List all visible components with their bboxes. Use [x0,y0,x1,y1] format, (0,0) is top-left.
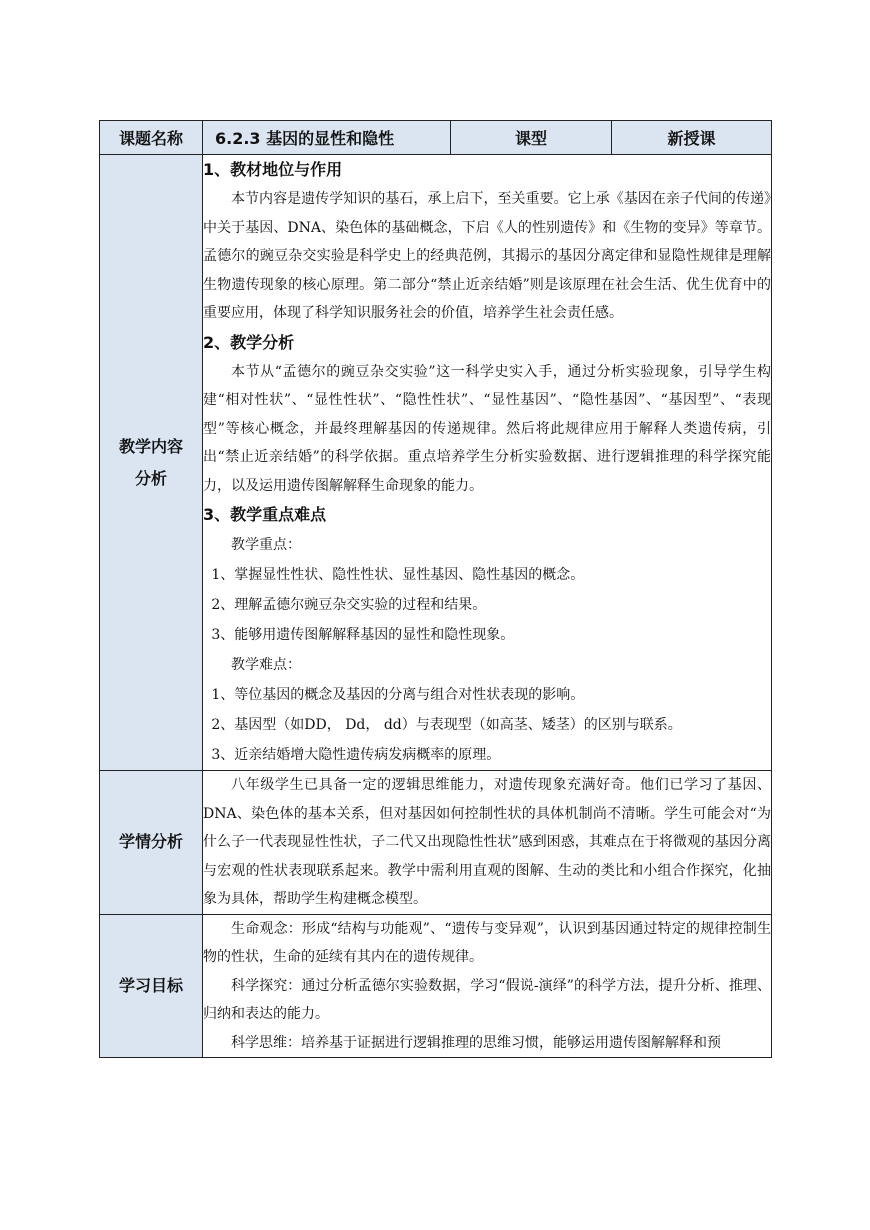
student-analysis-row [100,771,772,915]
header-row [100,121,772,155]
student-analysis-body [203,771,772,915]
difficulty-point-item: 2、基因型（如DD， Dd， dd）与表现型（如高茎、矮茎）的区别与联系。 [211,717,682,733]
difficulty-points-label: 教学难点： [231,657,301,673]
content-analysis-label-line2: 分析 [134,468,167,488]
section-title-teaching-analysis: 2、教学分析 [203,332,295,352]
objectives-label: 学习目标 [100,914,203,1058]
objectives-row [100,914,772,1058]
content-analysis-label [100,155,203,771]
lesson-plan-table [99,120,772,1058]
topic-label: 课题名称 [100,121,203,155]
content-analysis-label-line1: 教学内容 [118,436,183,456]
key-point-item: 3、能够用遗传图解解释基因的显性和隐性现象。 [211,627,515,643]
content-analysis-body [203,155,772,771]
student-analysis-label: 学情分析 [100,771,203,915]
objective-item: 生命观念：形成“结构与功能观”、“遗传与变异观”，认识到基因通过特定的规律控制生物的性状，生命的延续有其内在的遗传规律。 [203,920,771,965]
topic-value-text: 6.2.3 基因的显性和隐性 [215,129,395,148]
type-label: 课型 [451,121,612,155]
section-text-material-role: 本节内容是遗传学知识的基石，承上启下，至关重要。它上承《基因在亲子代间的传递》中关于基因、DNA、染色体的基础概念，下启《人的性别遗传》和《生物的变异》等章节。孟德尔的豌豆杂交实验是科学史上的经典范例，其揭示的基因分离定律和显隐性规律是理解生物遗传现象的核心原理。第二部分“禁止近亲结婚”则是该原理在社会生活、优生优育中的重要应用，体现了科学知识服务社会的价值，培养学生社会责任感。 [203,191,771,321]
objectives-body [203,914,772,1058]
content-analysis-row [100,155,772,771]
difficulty-point-item: 3、近亲结婚增大隐性遗传病发病概率的原理。 [211,747,501,763]
topic-value [203,121,451,155]
section-title-material-role: 1、教材地位与作用 [203,160,343,179]
section-title-key-difficult: 3、教学重点难点 [203,505,327,524]
objective-item: 科学思维：培养基于证据进行逻辑推理的思维习惯，能够运用遗传图解解释和预 [231,1034,721,1051]
key-point-item: 1、掌握显性性状、隐性性状、显性基因、隐性基因的概念。 [211,567,585,583]
student-analysis-text: 八年级学生已具备一定的逻辑思维能力，对遗传现象充满好奇。他们已学习了基因、DNA、染色体的基本关系，但对基因如何控制性状的具体机制尚不清晰。学生可能会对“为什么子一代表现显性性状，子二代又出现隐性性状”感到困惑，其难点在于将微观的基因分离与宏观的性状表现联系起来。教学中需利用直观的图解、生动的类比和小组合作探究，化抽象为具体，帮助学生构建概念模型。 [203,777,771,907]
objective-item: 科学探究：通过分析孟德尔实验数据，学习“假说-演绎”的科学方法，提升分析、推理、归纳和表达的能力。 [203,977,771,1022]
type-value: 新授课 [612,121,772,155]
difficulty-point-item: 1、等位基因的概念及基因的分离与组合对性状表现的影响。 [211,687,585,703]
key-point-item: 2、理解孟德尔豌豆杂交实验的过程和结果。 [211,597,487,613]
section-text-teaching-analysis: 本节从“孟德尔的豌豆杂交实验”这一科学史实入手，通过分析实验现象，引导学生构建“相对性状”、“显性性状”、“隐性性状”、“显性基因”、“隐性基因”、“基因型”、“表现型”等核心概念，并最终理解基因的传递规律。然后将此规律应用于解释人类遗传病，引出“禁止近亲结婚”的科学依据。重点培养学生分析实验数据、进行逻辑推理的科学探究能力，以及运用遗传图解解释生命现象的能力。 [203,363,771,494]
key-points-label: 教学重点： [231,537,301,553]
